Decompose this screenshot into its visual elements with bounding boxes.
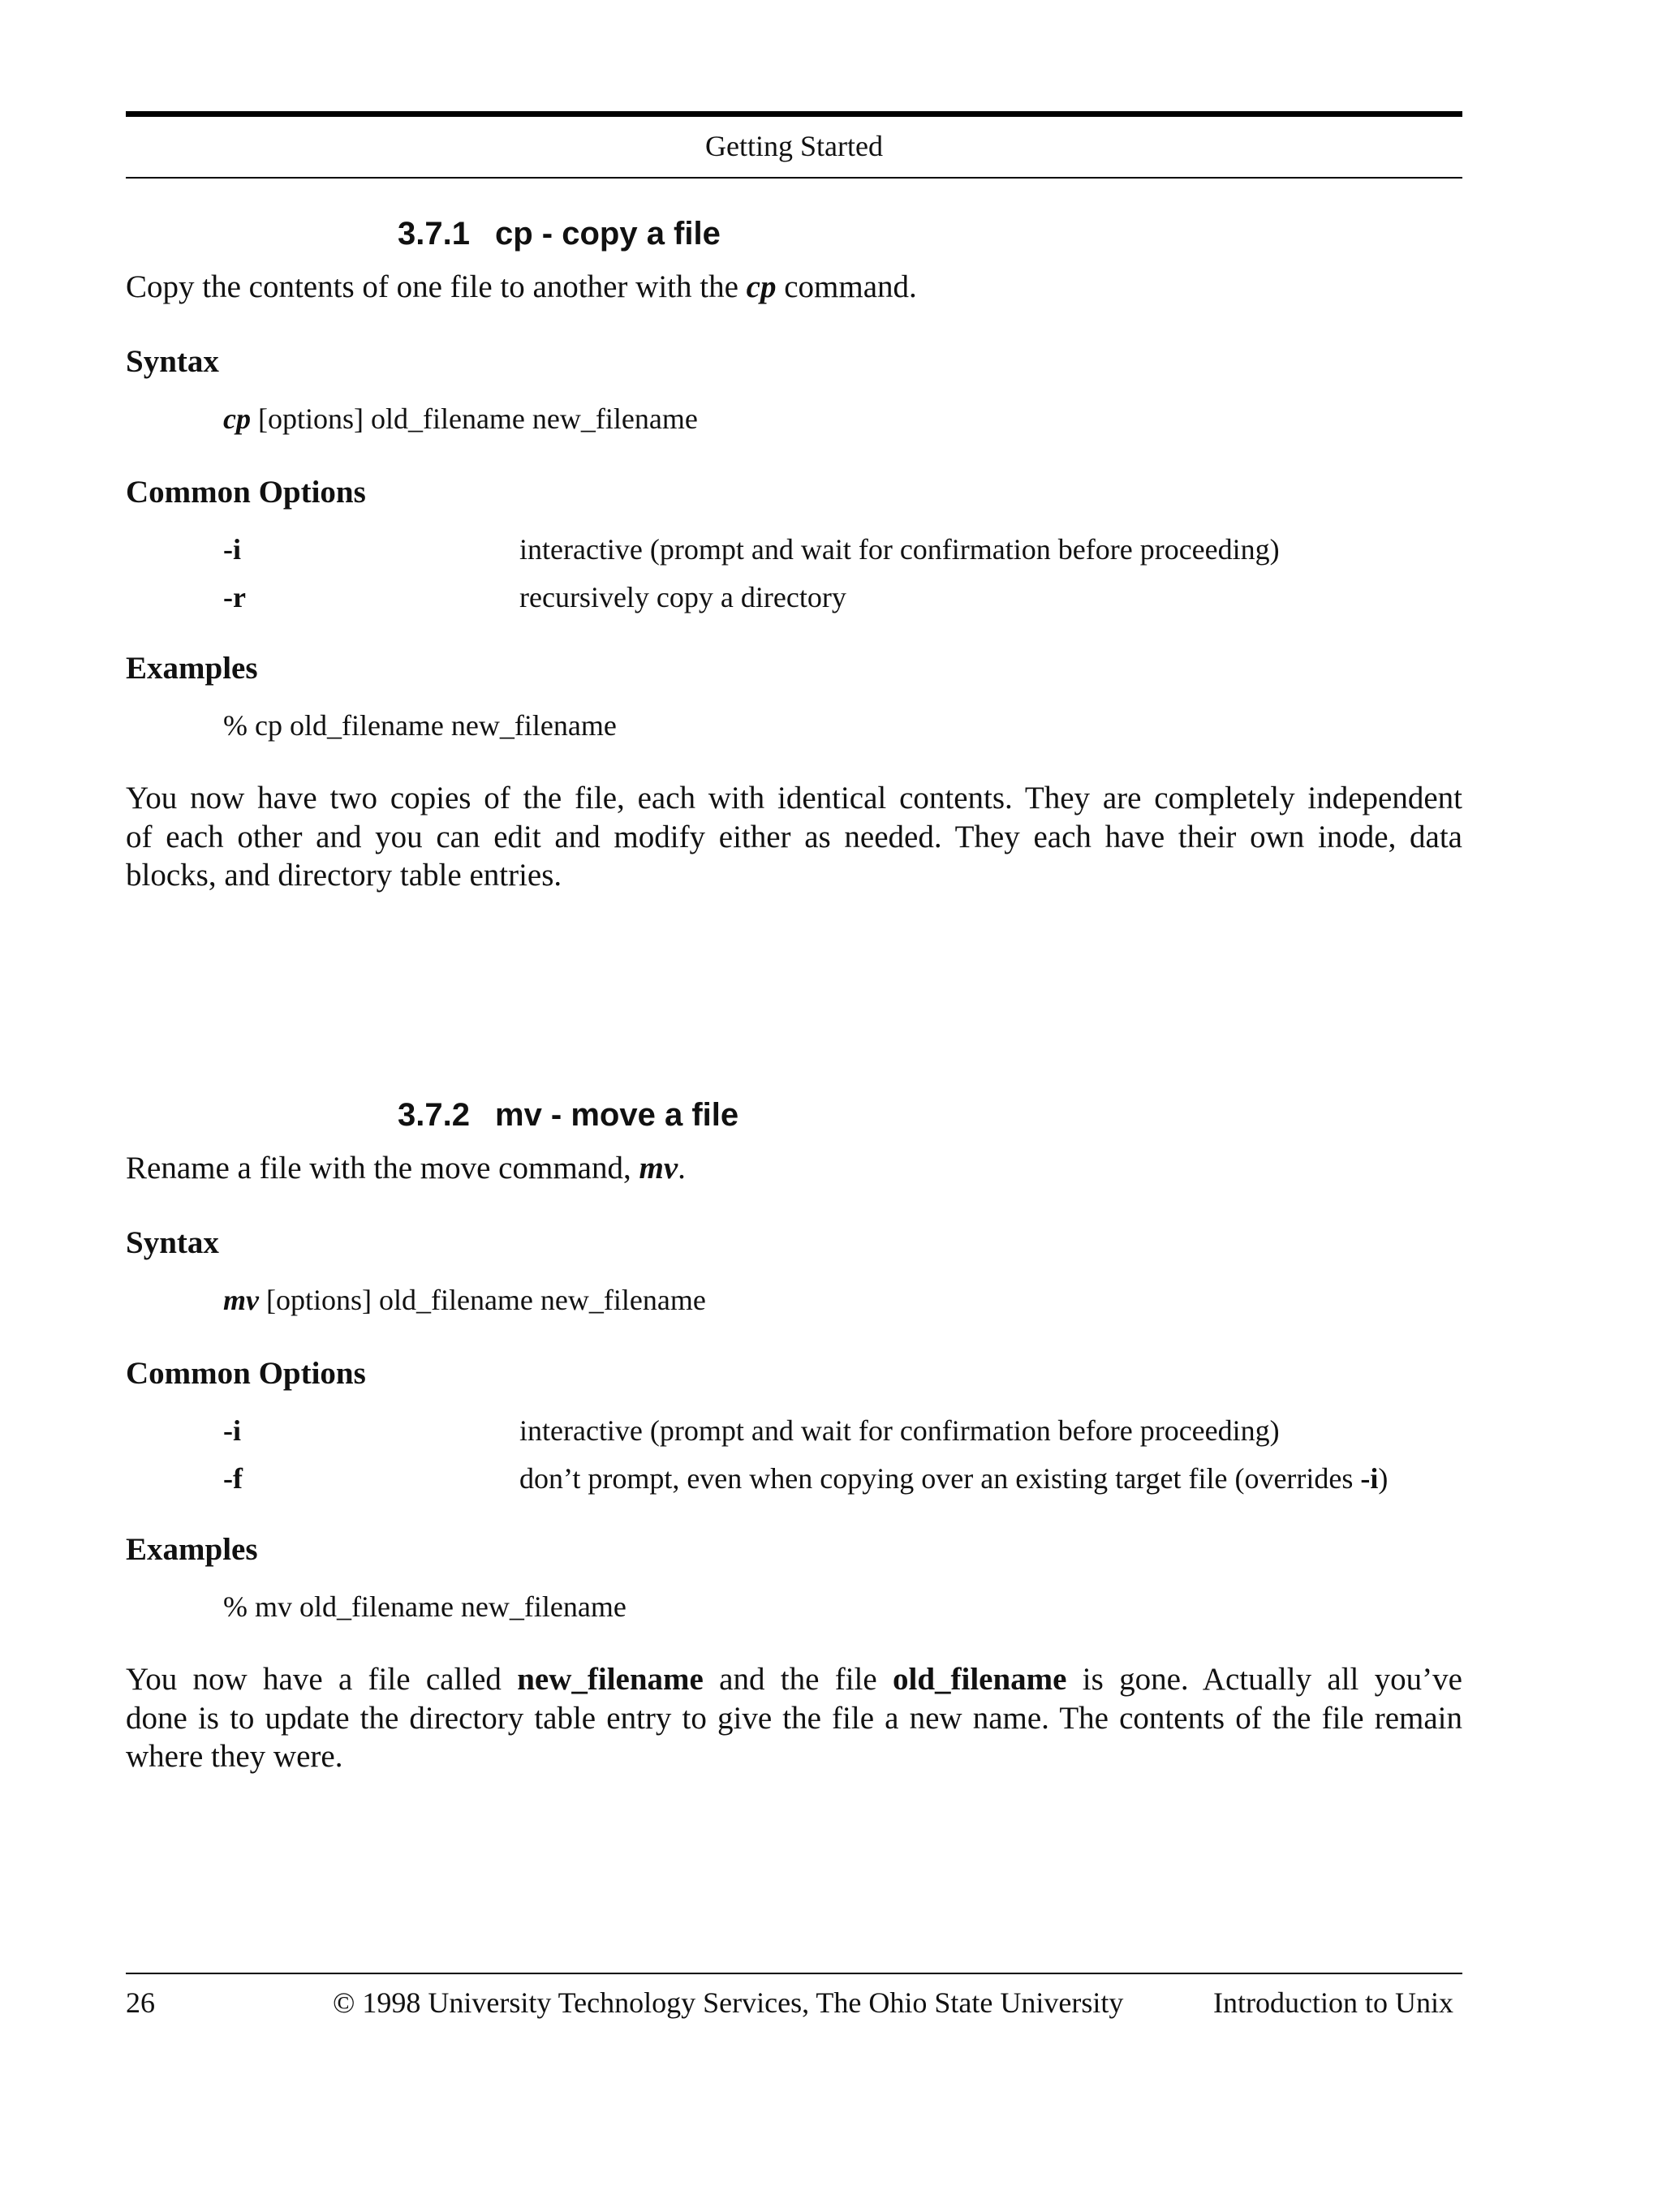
cp-options-heading: Common Options (126, 475, 366, 510)
header-top-rule (126, 111, 1462, 117)
section-title: cp - copy a file (495, 216, 721, 252)
mv-syntax-command: mv (223, 1284, 259, 1316)
text-run: and the file (703, 1662, 893, 1697)
bold-filename: new_filename (517, 1662, 704, 1697)
paragraph-line: of each other and you can edit and modify either as needed. They each have their own inode, data (126, 819, 1462, 854)
section-number: 3.7.2 (398, 1097, 470, 1133)
cp-intro (126, 268, 917, 306)
text-run: is gone. Actually all you’ve (1066, 1662, 1462, 1697)
header-bottom-rule (126, 177, 1462, 179)
cp-option-desc: recursively copy a directory (519, 581, 846, 613)
option-desc-text: don’t prompt, even when copying over an existing target file (overrides (519, 1462, 1361, 1495)
section-heading-mv (398, 1095, 738, 1134)
mv-option-flag: -f (223, 1462, 243, 1495)
cp-examples-heading: Examples (126, 651, 258, 686)
footer-copyright: © 1998 University Technology Services, The Ohio State University (333, 1986, 1124, 2019)
cp-intro-text: Copy the contents of one file to another with the (126, 269, 747, 304)
option-desc-flag: -i (1360, 1462, 1379, 1495)
cp-intro-command: cp (746, 269, 777, 304)
paragraph-line: done is to update the directory table entry to give the file a new name. The contents of the file remain (126, 1700, 1462, 1736)
option-desc-text-end: ) (1378, 1462, 1389, 1495)
mv-intro-text-end: . (678, 1151, 686, 1186)
cp-option-flag: -i (223, 533, 241, 566)
section-title: mv - move a file (495, 1097, 739, 1133)
mv-options-heading: Common Options (126, 1356, 366, 1391)
paragraph-line: You now have two copies of the file, each with identical contents. They are completely independent (126, 781, 1462, 816)
cp-syntax-args: [options] old_filename new_filename (250, 402, 698, 435)
footer-rule (126, 1973, 1462, 1974)
mv-example-command: % mv old_filename new_filename (223, 1590, 626, 1623)
paragraph-line: blocks, and directory table entries. (126, 858, 562, 893)
paragraph-line: where they were. (126, 1739, 343, 1774)
section-number: 3.7.1 (398, 216, 470, 252)
mv-intro (126, 1149, 686, 1187)
mv-syntax-heading: Syntax (126, 1225, 219, 1260)
cp-syntax-command: cp (223, 402, 251, 435)
cp-intro-text-end: command. (776, 269, 917, 304)
mv-option-desc (519, 1461, 1388, 1496)
mv-intro-command: mv (639, 1151, 678, 1186)
cp-option-flag: -r (223, 581, 246, 613)
cp-option-desc: interactive (prompt and wait for confirmation before proceeding) (519, 533, 1280, 566)
paragraph-line (126, 1660, 1462, 1699)
cp-syntax-heading: Syntax (126, 344, 219, 379)
cp-explanation (126, 779, 1462, 895)
mv-option-flag: -i (223, 1414, 241, 1447)
mv-explanation (126, 1660, 1462, 1776)
page-number: 26 (126, 1986, 155, 2019)
mv-syntax-line (223, 1282, 706, 1318)
mv-option-desc: interactive (prompt and wait for confirmation before proceeding) (519, 1414, 1280, 1447)
section-heading-cp (398, 214, 721, 253)
bold-filename: old_filename (893, 1662, 1067, 1697)
mv-intro-text: Rename a file with the move command, (126, 1151, 639, 1186)
mv-examples-heading: Examples (126, 1532, 258, 1567)
text-run: You now have a file called (126, 1662, 518, 1697)
cp-example-command: % cp old_filename new_filename (223, 709, 617, 742)
mv-syntax-args: [options] old_filename new_filename (258, 1284, 706, 1316)
running-header: Getting Started (705, 130, 883, 162)
footer-book-title: Introduction to Unix (1213, 1986, 1453, 2019)
cp-syntax-line (223, 401, 698, 437)
